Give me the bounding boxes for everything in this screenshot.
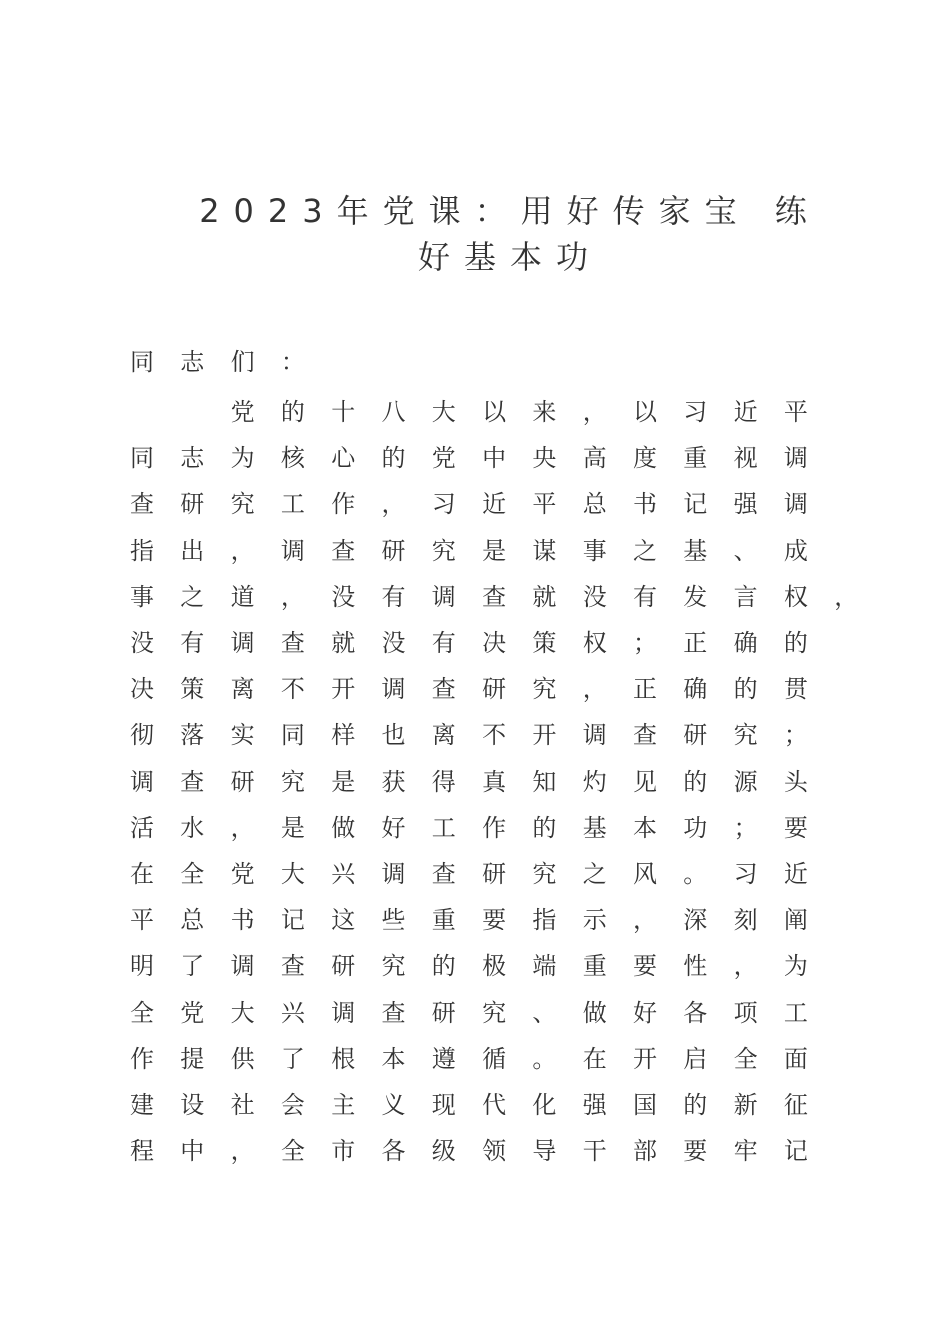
- char: 调: [381, 860, 406, 888]
- char: 启: [683, 1044, 708, 1073]
- char: 心: [331, 444, 356, 473]
- char: 习: [431, 490, 456, 519]
- char: 彻: [130, 721, 154, 750]
- char: 近: [482, 490, 507, 519]
- char: 道: [230, 582, 255, 611]
- char: 研: [180, 490, 205, 519]
- char: 好: [381, 813, 406, 842]
- char: 之: [633, 536, 657, 565]
- char: 研: [683, 721, 708, 750]
- char: 指: [130, 536, 154, 565]
- char: 言: [733, 582, 758, 611]
- char: 调: [130, 767, 154, 796]
- char: 究: [230, 490, 255, 519]
- char: 国: [633, 1091, 657, 1119]
- char: 离: [431, 721, 456, 750]
- char: 查: [280, 629, 305, 657]
- char: 新: [733, 1091, 758, 1119]
- char: 研: [331, 952, 356, 981]
- char: 研: [381, 536, 406, 565]
- char: 们: [230, 348, 255, 376]
- char: ；: [783, 721, 808, 750]
- char: ；: [733, 813, 758, 842]
- char: ，: [633, 906, 657, 935]
- char: 提: [180, 1044, 205, 1073]
- char: 查: [280, 952, 305, 981]
- char: 各: [381, 1137, 406, 1166]
- char: 成: [783, 536, 808, 565]
- char: 基: [582, 813, 607, 842]
- char: 现: [431, 1091, 456, 1119]
- char: 领: [482, 1137, 507, 1166]
- char: 以: [633, 398, 657, 426]
- char: 同: [130, 348, 154, 376]
- char: 义: [381, 1091, 406, 1119]
- char: 灼: [582, 767, 607, 796]
- char: 研: [482, 675, 507, 704]
- char: 了: [180, 952, 205, 981]
- char: 这: [331, 906, 356, 935]
- char: 全: [130, 998, 154, 1027]
- char: 工: [280, 490, 305, 519]
- char: 获: [381, 767, 406, 796]
- char: 根: [331, 1044, 356, 1073]
- char: 调: [280, 536, 305, 565]
- char: 开: [532, 721, 557, 750]
- char: 有: [431, 629, 456, 657]
- char: 发: [683, 582, 708, 611]
- char: 没: [331, 582, 356, 611]
- char: 没: [381, 629, 406, 657]
- char: 查: [431, 675, 456, 704]
- char: 没: [582, 582, 607, 611]
- char: 全: [180, 860, 205, 888]
- char: 党: [230, 860, 255, 888]
- char: 研: [431, 998, 456, 1027]
- char: 的: [683, 1091, 708, 1119]
- char: ，: [582, 398, 607, 426]
- char: 开: [633, 1044, 657, 1073]
- char: 党: [180, 998, 205, 1027]
- char: 实: [230, 721, 255, 750]
- char: 干: [582, 1137, 607, 1166]
- char: ，: [280, 582, 305, 611]
- char: 的: [783, 629, 808, 657]
- char: 以: [482, 398, 507, 426]
- char: ，: [582, 675, 607, 704]
- char: 的: [683, 767, 708, 796]
- char: 是: [331, 767, 356, 796]
- char: 风: [633, 860, 657, 888]
- char: ，: [230, 536, 255, 565]
- char: 示: [582, 906, 607, 935]
- char: 志: [180, 348, 205, 376]
- char: 面: [783, 1044, 808, 1073]
- char: 见: [633, 767, 657, 796]
- char: 好: [633, 998, 657, 1027]
- char: 的: [381, 444, 406, 473]
- char: 决: [482, 629, 507, 657]
- char: 重: [683, 444, 708, 473]
- char: 权: [582, 629, 607, 657]
- char: 调: [381, 675, 406, 704]
- char: 出: [180, 536, 205, 565]
- char: 作: [482, 813, 507, 842]
- char: 落: [180, 721, 205, 750]
- char: 平: [783, 398, 808, 426]
- char: 级: [431, 1137, 456, 1166]
- char: 同: [280, 721, 305, 750]
- char: 。: [532, 1044, 557, 1073]
- char: 水: [180, 813, 205, 842]
- char: [128, 392, 156, 427]
- char: 核: [280, 444, 305, 473]
- char: 中: [180, 1137, 205, 1166]
- char: 强: [582, 1091, 607, 1119]
- char: 查: [331, 536, 356, 565]
- char: 重: [431, 906, 456, 935]
- char: 遵: [431, 1044, 456, 1073]
- document-title-line-2: 好基本功: [417, 238, 602, 276]
- char: 就: [331, 629, 356, 657]
- char: 作: [331, 490, 356, 519]
- char: 书: [230, 906, 255, 935]
- char: 习: [733, 860, 758, 888]
- char: 有: [381, 582, 406, 611]
- char: 就: [532, 582, 557, 611]
- char: 权: [783, 582, 808, 611]
- char: 活: [130, 813, 154, 842]
- char: 要: [482, 906, 507, 935]
- char: 之: [582, 860, 607, 888]
- char: 头: [783, 767, 808, 796]
- char: 十: [331, 398, 356, 426]
- char: 党: [431, 444, 456, 473]
- char: 化: [532, 1091, 557, 1119]
- char: 中: [482, 444, 507, 473]
- char: 指: [532, 906, 557, 935]
- char: 平: [532, 490, 557, 519]
- char: 样: [331, 721, 356, 750]
- char: 建: [130, 1091, 154, 1119]
- char: 近: [783, 860, 808, 888]
- char: 强: [733, 490, 758, 519]
- char: 习: [683, 398, 708, 426]
- char: 查: [482, 582, 507, 611]
- char: 调: [230, 629, 255, 657]
- char: 、: [733, 536, 758, 565]
- char: 功: [683, 813, 708, 842]
- char: 为: [230, 444, 255, 473]
- char: 事: [582, 536, 607, 565]
- char: 大: [230, 998, 255, 1027]
- char: 研: [230, 767, 255, 796]
- char: 策: [532, 629, 557, 657]
- char: 正: [633, 675, 657, 704]
- char: 程: [130, 1137, 154, 1166]
- char: 的: [431, 952, 456, 981]
- char: 会: [280, 1091, 305, 1119]
- char: 要: [783, 813, 808, 842]
- char: 调: [582, 721, 607, 750]
- char: 征: [783, 1091, 808, 1119]
- char: 究: [482, 998, 507, 1027]
- char: 调: [783, 490, 808, 519]
- char: 本: [381, 1044, 406, 1073]
- char: 决: [130, 675, 154, 704]
- char: 兴: [331, 860, 356, 888]
- char: 调: [431, 582, 456, 611]
- char: 作: [130, 1044, 154, 1073]
- char: 、: [532, 998, 557, 1027]
- char: 项: [733, 998, 758, 1027]
- char: 研: [482, 860, 507, 888]
- char: 高: [582, 444, 607, 473]
- char: 志: [180, 444, 205, 473]
- char: 是: [280, 813, 305, 842]
- char: 源: [733, 767, 758, 796]
- char: 牢: [733, 1137, 758, 1166]
- char: 社: [230, 1091, 255, 1119]
- char: 查: [431, 860, 456, 888]
- char: 央: [532, 444, 557, 473]
- char: 度: [633, 444, 657, 473]
- char: 的: [280, 398, 305, 426]
- char: 总: [582, 490, 607, 519]
- char: 近: [733, 398, 758, 426]
- char: 究: [381, 952, 406, 981]
- char: 供: [230, 1044, 255, 1073]
- char: 工: [783, 998, 808, 1027]
- char: 调: [331, 998, 356, 1027]
- char: 事: [130, 582, 154, 611]
- char: 离: [230, 675, 255, 704]
- char: 查: [180, 767, 205, 796]
- char: 要: [633, 952, 657, 981]
- char: 究: [431, 536, 456, 565]
- char: 之: [180, 582, 205, 611]
- char: 调: [783, 444, 808, 473]
- char: 在: [582, 1044, 607, 1073]
- char: 真: [482, 767, 507, 796]
- char: 主: [331, 1091, 356, 1119]
- char: 总: [180, 906, 205, 935]
- char: 查: [381, 998, 406, 1027]
- char: 循: [482, 1044, 507, 1073]
- char: 兴: [280, 998, 305, 1027]
- char: 开: [331, 675, 356, 704]
- char: 查: [633, 721, 657, 750]
- char: 不: [280, 675, 305, 704]
- char: 同: [130, 444, 154, 473]
- char: 八: [381, 398, 406, 426]
- char: 书: [633, 490, 657, 519]
- char: 做: [331, 813, 356, 842]
- char: 有: [180, 629, 205, 657]
- char: 全: [280, 1137, 305, 1166]
- char: 得: [431, 767, 456, 796]
- char: 来: [532, 398, 557, 426]
- char: 明: [130, 952, 154, 981]
- char: 为: [783, 952, 808, 981]
- char: ，: [834, 582, 859, 611]
- char: 正: [683, 629, 708, 657]
- char: 究: [532, 675, 557, 704]
- char: 谋: [532, 536, 557, 565]
- char: 性: [683, 952, 708, 981]
- char: 极: [482, 952, 507, 981]
- char: 在: [130, 860, 154, 888]
- char: 究: [733, 721, 758, 750]
- char: ，: [381, 490, 406, 519]
- char: 确: [733, 629, 758, 657]
- char: 记: [683, 490, 708, 519]
- char: 设: [180, 1091, 205, 1119]
- char: 的: [733, 675, 758, 704]
- char: 各: [683, 998, 708, 1027]
- char: 端: [532, 952, 557, 981]
- char: [178, 392, 206, 427]
- char: 工: [431, 813, 456, 842]
- char: 策: [180, 675, 205, 704]
- char: 部: [633, 1137, 657, 1166]
- char: 全: [733, 1044, 758, 1073]
- char: 究: [280, 767, 305, 796]
- char: 记: [280, 906, 305, 935]
- char: 要: [683, 1137, 708, 1166]
- char: 没: [130, 629, 154, 657]
- char: 的: [532, 813, 557, 842]
- char: 导: [532, 1137, 557, 1166]
- char: 知: [532, 767, 557, 796]
- char: 也: [381, 721, 406, 750]
- char: ，: [733, 952, 758, 981]
- char: 究: [532, 860, 557, 888]
- char: 大: [431, 398, 456, 426]
- char: 做: [582, 998, 607, 1027]
- char: 确: [683, 675, 708, 704]
- char: 是: [482, 536, 507, 565]
- char: 大: [280, 860, 305, 888]
- char: 阐: [783, 906, 808, 935]
- char: 有: [633, 582, 657, 611]
- char: ；: [633, 629, 657, 657]
- char: 深: [683, 906, 708, 935]
- char: 贯: [783, 675, 808, 704]
- char: 些: [381, 906, 406, 935]
- document-title-line-1: 2023年党课：用好传家宝 练: [199, 192, 821, 230]
- char: ，: [230, 1137, 255, 1166]
- char: 不: [482, 721, 507, 750]
- char: 市: [331, 1137, 356, 1166]
- char: 代: [482, 1091, 507, 1119]
- char: 基: [683, 536, 708, 565]
- char: 查: [130, 490, 154, 519]
- char: 记: [783, 1137, 808, 1166]
- char: ，: [230, 813, 255, 842]
- char: 党: [230, 398, 255, 426]
- char: 了: [280, 1044, 305, 1073]
- char: 重: [582, 952, 607, 981]
- char: 本: [633, 813, 657, 842]
- char: 调: [230, 952, 255, 981]
- char: 刻: [733, 906, 758, 935]
- char: ：: [280, 348, 305, 376]
- char: 视: [733, 444, 758, 473]
- char: 平: [130, 906, 154, 935]
- char: 。: [683, 860, 708, 888]
